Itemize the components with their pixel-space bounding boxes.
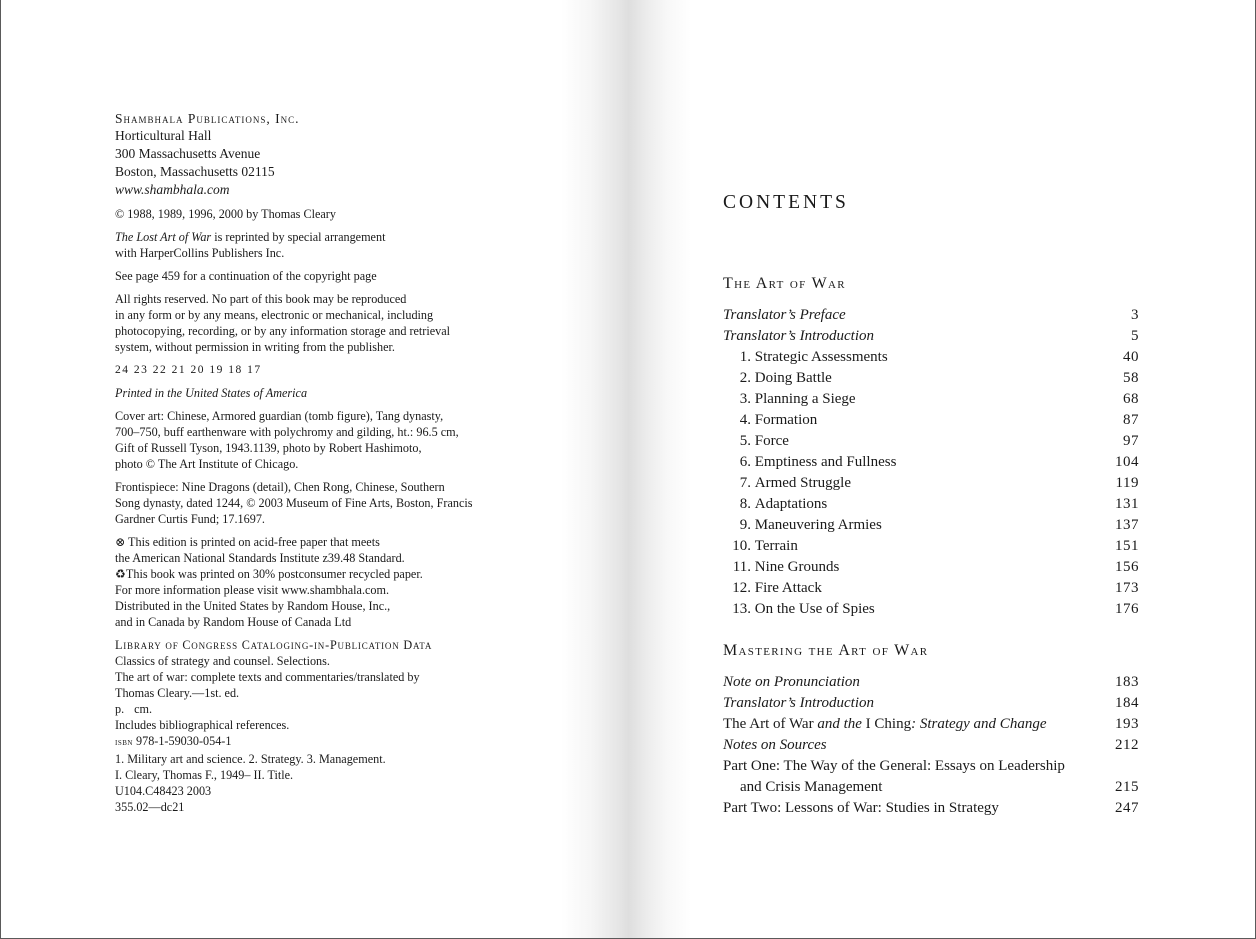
toc-entry-title: On the Use of Spies <box>754 601 875 617</box>
book-gutter-shadow <box>561 0 691 938</box>
cip-line: 1. Military art and science. 2. Strategy. 3. Management. <box>115 752 386 766</box>
toc-entry-title: Note on Pronunciation <box>723 674 860 690</box>
cip-line: The art of war: complete texts and commentaries/translated by <box>115 670 420 684</box>
toc-entry-number: 8. <box>739 496 751 512</box>
toc-entry-title: Doing Battle <box>754 370 832 386</box>
toc-entry[interactable] <box>723 756 1139 798</box>
contents-title: CONTENTS <box>723 192 849 213</box>
cip-data <box>115 637 535 815</box>
address-line: 300 Massachusetts Avenue <box>115 146 261 161</box>
continuation-note: See page 459 for a continuation of the copyright page <box>115 269 377 283</box>
copyright-notice: © 1988, 1989, 1996, 2000 by Thomas Cleary <box>115 207 336 221</box>
toc-entry[interactable] <box>723 599 1139 620</box>
toc-entry-title: Maneuvering Armies <box>754 517 882 533</box>
toc-entry[interactable] <box>723 410 1139 431</box>
toc-entry[interactable] <box>723 452 1139 473</box>
cover-art-line: Gift of Russell Tyson, 1943.1139, photo by Robert Hashimoto, <box>115 441 422 455</box>
toc-entry-page: 104 <box>1115 454 1139 470</box>
printed-in: Printed in the United States of America <box>115 386 308 400</box>
cover-art-line: 700–750, buff earthenware with polychromy and gilding, ht.: 96.5 cm, <box>115 425 459 439</box>
toc-entry-title: Nine Grounds <box>754 559 840 575</box>
toc-entry[interactable] <box>723 389 1139 410</box>
toc-entry[interactable] <box>723 735 1139 756</box>
toc-entry-page: 5 <box>1131 328 1139 344</box>
reprint-text: with HarperCollins Publishers Inc. <box>115 246 285 260</box>
toc-entry[interactable] <box>723 305 1139 326</box>
toc-entry-number: 6. <box>739 454 751 470</box>
toc-entry-page: 131 <box>1115 496 1139 512</box>
paper-note-line: ⊗ This edition is printed on acid-free paper that meets <box>115 535 380 549</box>
paper-note-line: and in Canada by Random House of Canada Ltd <box>115 615 352 629</box>
toc-entry-title: Notes on Sources <box>723 737 827 753</box>
paper-note-line: Distributed in the United States by Random House, Inc., <box>115 599 391 613</box>
rights-line: photocopying, recording, or by any information storage and retrieval <box>115 324 451 338</box>
cover-art-line: Cover art: Chinese, Armored guardian (tomb figure), Tang dynasty, <box>115 409 444 423</box>
frontispiece-line: Gardner Curtis Fund; 17.1697. <box>115 512 265 526</box>
toc-entry-number: 4. <box>739 412 751 428</box>
toc-section-art-of-war <box>723 305 1139 620</box>
cover-art-line: photo © The Art Institute of Chicago. <box>115 457 299 471</box>
toc-entry-page: 68 <box>1123 391 1139 407</box>
toc-entry-title: Terrain <box>754 538 798 554</box>
toc-entry[interactable] <box>723 798 1139 819</box>
toc-entry-title: Fire Attack <box>754 580 822 596</box>
toc-entry-title: Formation <box>754 412 818 428</box>
frontispiece-line: Frontispiece: Nine Dragons (detail), Chen Rong, Chinese, Southern <box>115 480 445 494</box>
toc-entry-number: 10. <box>732 538 751 554</box>
toc-entry[interactable] <box>723 326 1139 347</box>
cip-line: I. Cleary, Thomas F., 1949– II. Title. <box>115 768 294 782</box>
toc-entry-number: 9. <box>739 517 751 533</box>
toc-entry-title: Translator’s Preface <box>723 307 846 323</box>
toc-entry[interactable] <box>723 473 1139 494</box>
rights-line: All rights reserved. No part of this book may be reproduced <box>115 292 407 306</box>
frontispiece-line: Song dynasty, dated 1244, © 2003 Museum of Fine Arts, Boston, Francis <box>115 496 473 510</box>
toc-entry[interactable] <box>723 536 1139 557</box>
cover-art-credit <box>115 408 535 472</box>
toc-entry-title: Force <box>754 433 789 449</box>
toc-entry-title: Armed Struggle <box>754 475 851 491</box>
cip-heading: Library of Congress Cataloging-in-Publication Data <box>115 638 433 652</box>
toc-title-line: Part One: The Way of the General: Essays on Leadership <box>723 758 1065 774</box>
cip-line: Includes bibliographical references. <box>115 718 290 732</box>
toc-entry-number: 7. <box>739 475 751 491</box>
paper-note-line: For more information please visit www.shambhala.com. <box>115 583 390 597</box>
toc-entry[interactable] <box>723 693 1139 714</box>
toc-entry[interactable] <box>723 368 1139 389</box>
toc-entry-page: 184 <box>1115 695 1139 711</box>
printing-numbers: 24 23 22 21 20 19 18 17 <box>115 364 262 376</box>
toc-entry[interactable] <box>723 578 1139 599</box>
cip-line: U104.C48423 2003 <box>115 784 212 798</box>
cip-isbn <box>115 733 535 751</box>
toc-entry-page: 183 <box>1115 674 1139 690</box>
toc-entry-page: 156 <box>1115 559 1139 575</box>
toc-entry-title: Planning a Siege <box>754 391 856 407</box>
toc-entry-title <box>723 756 1065 798</box>
toc-entry-number: 2. <box>739 370 751 386</box>
toc-entry[interactable] <box>723 431 1139 452</box>
toc-entry-page: 40 <box>1123 349 1139 365</box>
toc-entry[interactable] <box>723 557 1139 578</box>
cip-line: Classics of strategy and counsel. Selections. <box>115 654 330 668</box>
toc-entry-page: 247 <box>1115 800 1139 816</box>
cip-pages: p. <box>115 702 125 716</box>
toc-entry-title <box>723 714 1046 735</box>
publisher-name: Shambhala Publications, Inc. <box>115 111 300 126</box>
toc-entry-page: 215 <box>1115 779 1139 795</box>
toc-entry[interactable] <box>723 672 1139 693</box>
toc-entry-page: 193 <box>1115 716 1139 732</box>
toc-title-part: The Art of War <box>723 716 814 732</box>
toc-entry-page: 176 <box>1115 601 1139 617</box>
rights-notice <box>115 291 535 355</box>
toc-entry-page: 137 <box>1115 517 1139 533</box>
rights-line: system, without permission in writing from the publisher. <box>115 340 395 354</box>
toc-entry[interactable] <box>723 515 1139 536</box>
rights-line: in any form or by any means, electronic or mechanical, including <box>115 308 434 322</box>
toc-entry-title: Translator’s Introduction <box>723 328 875 344</box>
toc-entry[interactable] <box>723 494 1139 515</box>
toc-entry-number: 3. <box>739 391 751 407</box>
toc-entry-page: 212 <box>1115 737 1139 753</box>
copyright-page <box>115 110 535 815</box>
toc-entry-page: 97 <box>1123 433 1139 449</box>
toc-entry-number: 1. <box>739 349 751 365</box>
toc-title-part: : Strategy and Change <box>911 716 1047 732</box>
toc-entry-page: 3 <box>1131 307 1139 323</box>
paper-note-line: ♻This book was printed on 30% postconsumer recycled paper. <box>115 567 423 581</box>
toc-title-part: I Ching <box>865 716 912 732</box>
toc-entry-page: 87 <box>1123 412 1139 428</box>
toc-entry-page: 58 <box>1123 370 1139 386</box>
toc-title-part: and the <box>813 716 866 732</box>
cip-line: 355.02—dc21 <box>115 800 185 814</box>
frontispiece-credit <box>115 479 535 527</box>
toc-entry-page: 173 <box>1115 580 1139 596</box>
paper-notes <box>115 534 535 630</box>
toc-entry-title: Emptiness and Fullness <box>754 454 897 470</box>
toc-entry-title: Part Two: Lessons of War: Studies in Strategy <box>723 800 999 816</box>
cip-cm: cm. <box>134 702 153 716</box>
address-line: Horticultural Hall <box>115 128 212 143</box>
toc-entry-number: 13. <box>732 601 751 617</box>
toc-entry-title: Adaptations <box>754 496 828 512</box>
address-line: Boston, Massachusetts 02115 <box>115 164 275 179</box>
cip-line: Thomas Cleary.—1st. ed. <box>115 686 240 700</box>
isbn-label: isbn <box>115 737 133 748</box>
section-heading-mastering: Mastering the Art of War <box>723 642 929 659</box>
toc-entry-page: 119 <box>1115 475 1139 491</box>
reprint-text: is reprinted by special arrangement <box>211 230 386 244</box>
reprint-notice <box>115 229 535 261</box>
toc-entry-number: 5. <box>739 433 751 449</box>
toc-entry-title: Strategic Assessments <box>754 349 888 365</box>
paper-note-line: the American National Standards Institute z39.48 Standard. <box>115 551 405 565</box>
toc-entry-title: Translator’s Introduction <box>723 695 875 711</box>
toc-entry-number: 12. <box>732 580 751 596</box>
toc-section-mastering <box>723 672 1139 819</box>
isbn-value: 978-1-59030-054-1 <box>132 734 232 748</box>
toc-entry[interactable] <box>723 714 1139 735</box>
toc-entry[interactable] <box>723 347 1139 368</box>
cip-line <box>115 701 535 717</box>
section-heading-art-of-war: The Art of War <box>723 275 846 292</box>
toc-title-line: and Crisis Management <box>740 779 883 795</box>
reprint-title: The Lost Art of War <box>115 230 212 244</box>
toc-entry-page: 151 <box>1115 538 1139 554</box>
publisher-address <box>115 110 535 199</box>
publisher-website: www.shambhala.com <box>115 182 230 197</box>
toc-entry-number: 11. <box>732 559 751 575</box>
